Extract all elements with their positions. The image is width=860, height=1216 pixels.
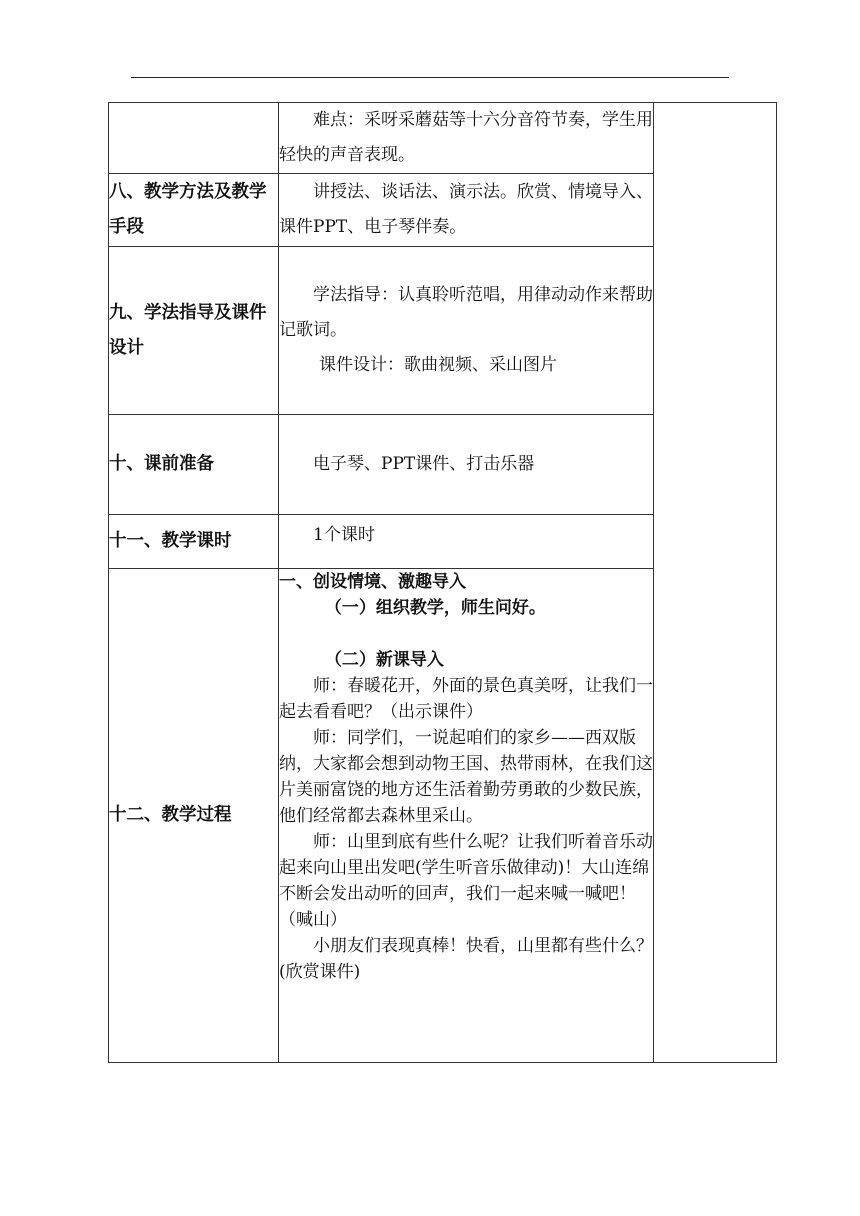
process-heading: 一、创设情境、激趣导入 [279,572,466,592]
study-guide-text: 学法指导：认真聆听范唱，用律动动作来帮助记歌词。 [279,285,653,340]
methods-text: 讲授法、谈话法、演示法。欣赏、情境导入、课件PPT、电子琴伴奏。 [279,182,653,237]
process-paragraph: 师：山里到底有些什么呢？让我们听着音乐动起来向山里出发吧(学生听音乐做律动)！大山连绵不断会发出动听的回声，我们一起来喊一喊吧！（喊山） [279,832,653,930]
row-content [279,247,654,415]
row-content [279,103,654,174]
row-content [279,174,654,247]
row-label: 十、课前准备 [109,415,279,515]
lesson-plan-table [108,102,777,1063]
header-rule [131,77,729,78]
row-content [279,415,654,515]
process-paragraph: 师：春暖花开，外面的景色真美呀，让我们一起去看看吧？（出示课件） [279,676,653,722]
row-label: 九、学法指导及课件设计 [109,247,279,415]
notes-column [654,103,777,1063]
row-content [279,515,654,569]
difficulty-text: 难点：采呀采蘑菇等十六分音符节奏，学生用轻快的声音表现。 [279,110,653,165]
row-label [109,103,279,174]
row-label: 八、教学方法及教学手段 [109,174,279,247]
process-content [279,569,654,1063]
table-row [109,103,777,174]
process-paragraph: 小朋友们表现真棒！快看，山里都有些什么？(欣赏课件) [279,936,653,982]
process-subheading: （二）新课导入 [324,650,444,670]
process-subheading: （一）组织教学，师生问好。 [324,598,546,618]
process-paragraph: 师：同学们，一说起咱们的家乡——西双版纳，大家都会想到动物王国、热带雨林，在我们这片美丽富饶的地方还生活着勤劳勇敢的少数民族，他们经常都去森林里采山。 [279,728,653,826]
courseware-text: 课件设计：歌曲视频、采山图片 [319,355,557,375]
row-label: 十二、教学过程 [109,569,279,1063]
class-hours-text: 1个课时 [313,525,375,545]
row-label: 十一、教学课时 [109,515,279,569]
preparation-text: 电子琴、PPT课件、打击乐器 [313,454,535,474]
